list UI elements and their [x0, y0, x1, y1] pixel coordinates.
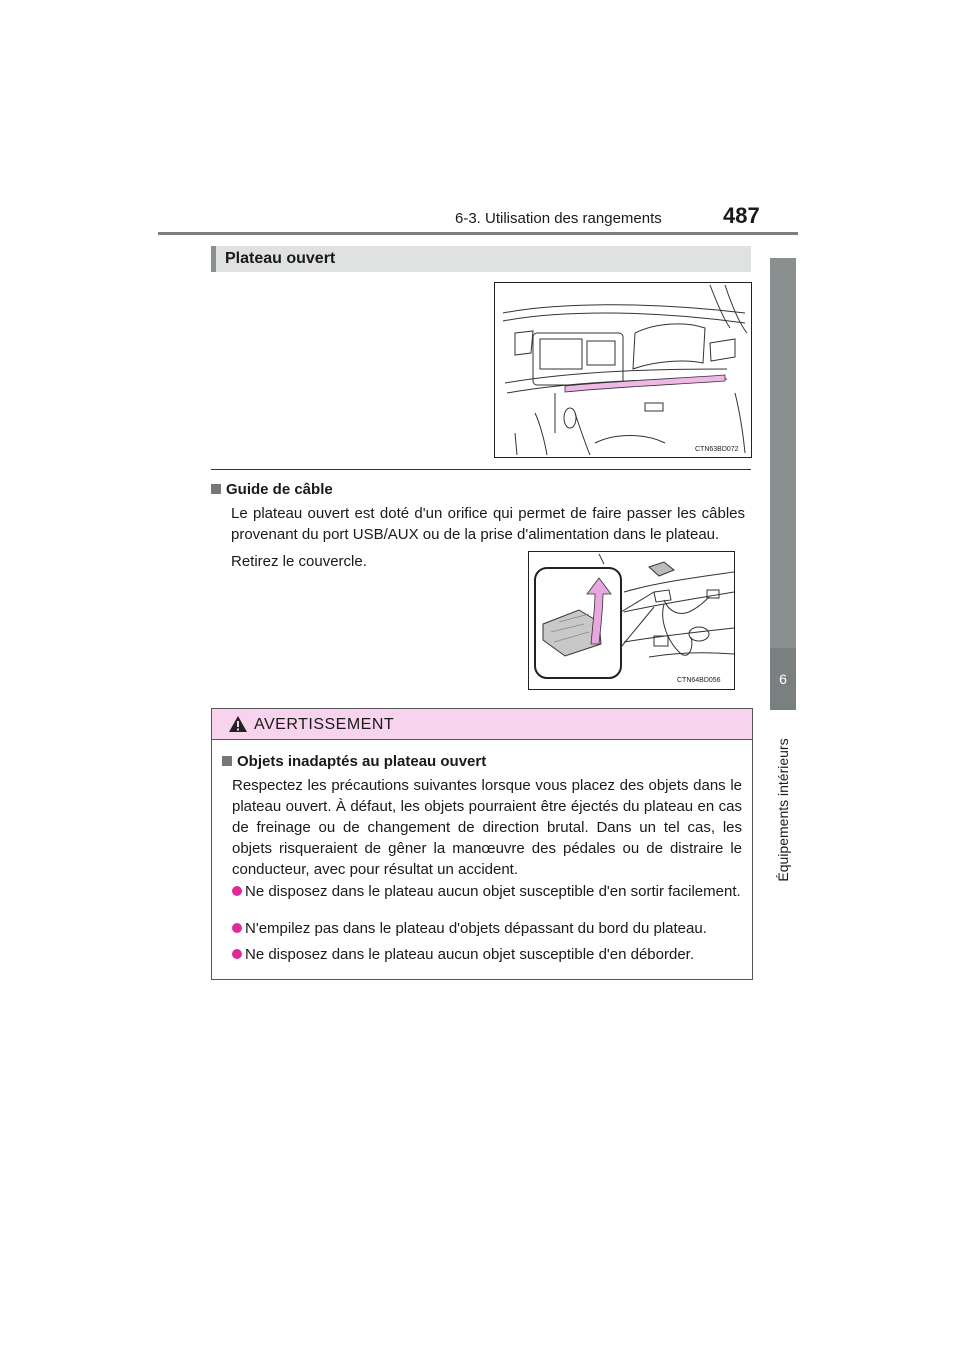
warning-bullet-text: Ne disposez dans le plateau aucun objet susceptible d'en déborder.: [245, 946, 695, 963]
bullet-dot-icon: [232, 949, 242, 959]
bullet-dot-icon: [232, 923, 242, 933]
subsection-title: [211, 481, 333, 498]
side-tab: [770, 258, 796, 648]
dashboard-drawing: [495, 283, 751, 457]
chapter-label: Équipements intérieurs: [775, 738, 791, 882]
step-text: Retirez le couvercle.: [231, 553, 367, 570]
header-rule: [158, 232, 798, 235]
heading-accent-bar: [211, 246, 216, 272]
warning-bullet: [232, 944, 742, 965]
cable-guide-body: Le plateau ouvert est doté d'un orifice qui permet de faire passer les câbles provenant du port USB/AUX ou de la prise d'alimentation dans le plateau.: [231, 505, 745, 543]
section-heading: [211, 246, 751, 272]
page-number: 487: [723, 203, 760, 228]
cover-removal-illustration: [528, 551, 735, 690]
warning-subtitle: [222, 753, 486, 770]
section-title: 6-3. Utilisation des rangements: [455, 210, 662, 227]
warning-bullet: [232, 918, 742, 939]
figure-code: CTN63BD072: [695, 446, 739, 453]
warning-body: Respectez les précautions suivantes lorsque vous placez des objets dans le plateau ouvert. À défaut, les objets pourraient être éjectés du plateau en cas de freinage ou de changement de direction brutal. Dans un tel cas, les objets risqueraient de gêner la manœuvre des pédales ou de distraire le conducteur, avec pour résultat un accident.: [232, 777, 742, 878]
subsection-title-text: Guide de câble: [226, 481, 333, 498]
warning-heading: AVERTISSEMENT: [254, 716, 395, 733]
square-bullet-icon: [211, 484, 221, 494]
square-bullet-icon: [222, 756, 232, 766]
warning-bullet: [232, 881, 742, 902]
warning-subtitle-text: Objets inadaptés au plateau ouvert: [237, 753, 487, 770]
warning-triangle-icon: [229, 716, 247, 732]
section-heading-text: Plateau ouvert: [225, 250, 336, 267]
warning-header: [212, 709, 752, 740]
warning-box: [211, 708, 753, 980]
warning-bullet-text: Ne disposez dans le plateau aucun objet susceptible d'en sortir facilement.: [245, 883, 741, 900]
section-divider: [211, 469, 751, 470]
chapter-number: 6: [770, 648, 796, 710]
cover-removal-drawing: [529, 552, 734, 689]
figure-code: CTN64BD056: [677, 677, 721, 684]
dashboard-illustration: [494, 282, 752, 458]
bullet-dot-icon: [232, 886, 242, 896]
chapter-label-container: [770, 710, 796, 910]
warning-bullet-text: N'empilez pas dans le plateau d'objets dépassant du bord du plateau.: [245, 920, 707, 937]
